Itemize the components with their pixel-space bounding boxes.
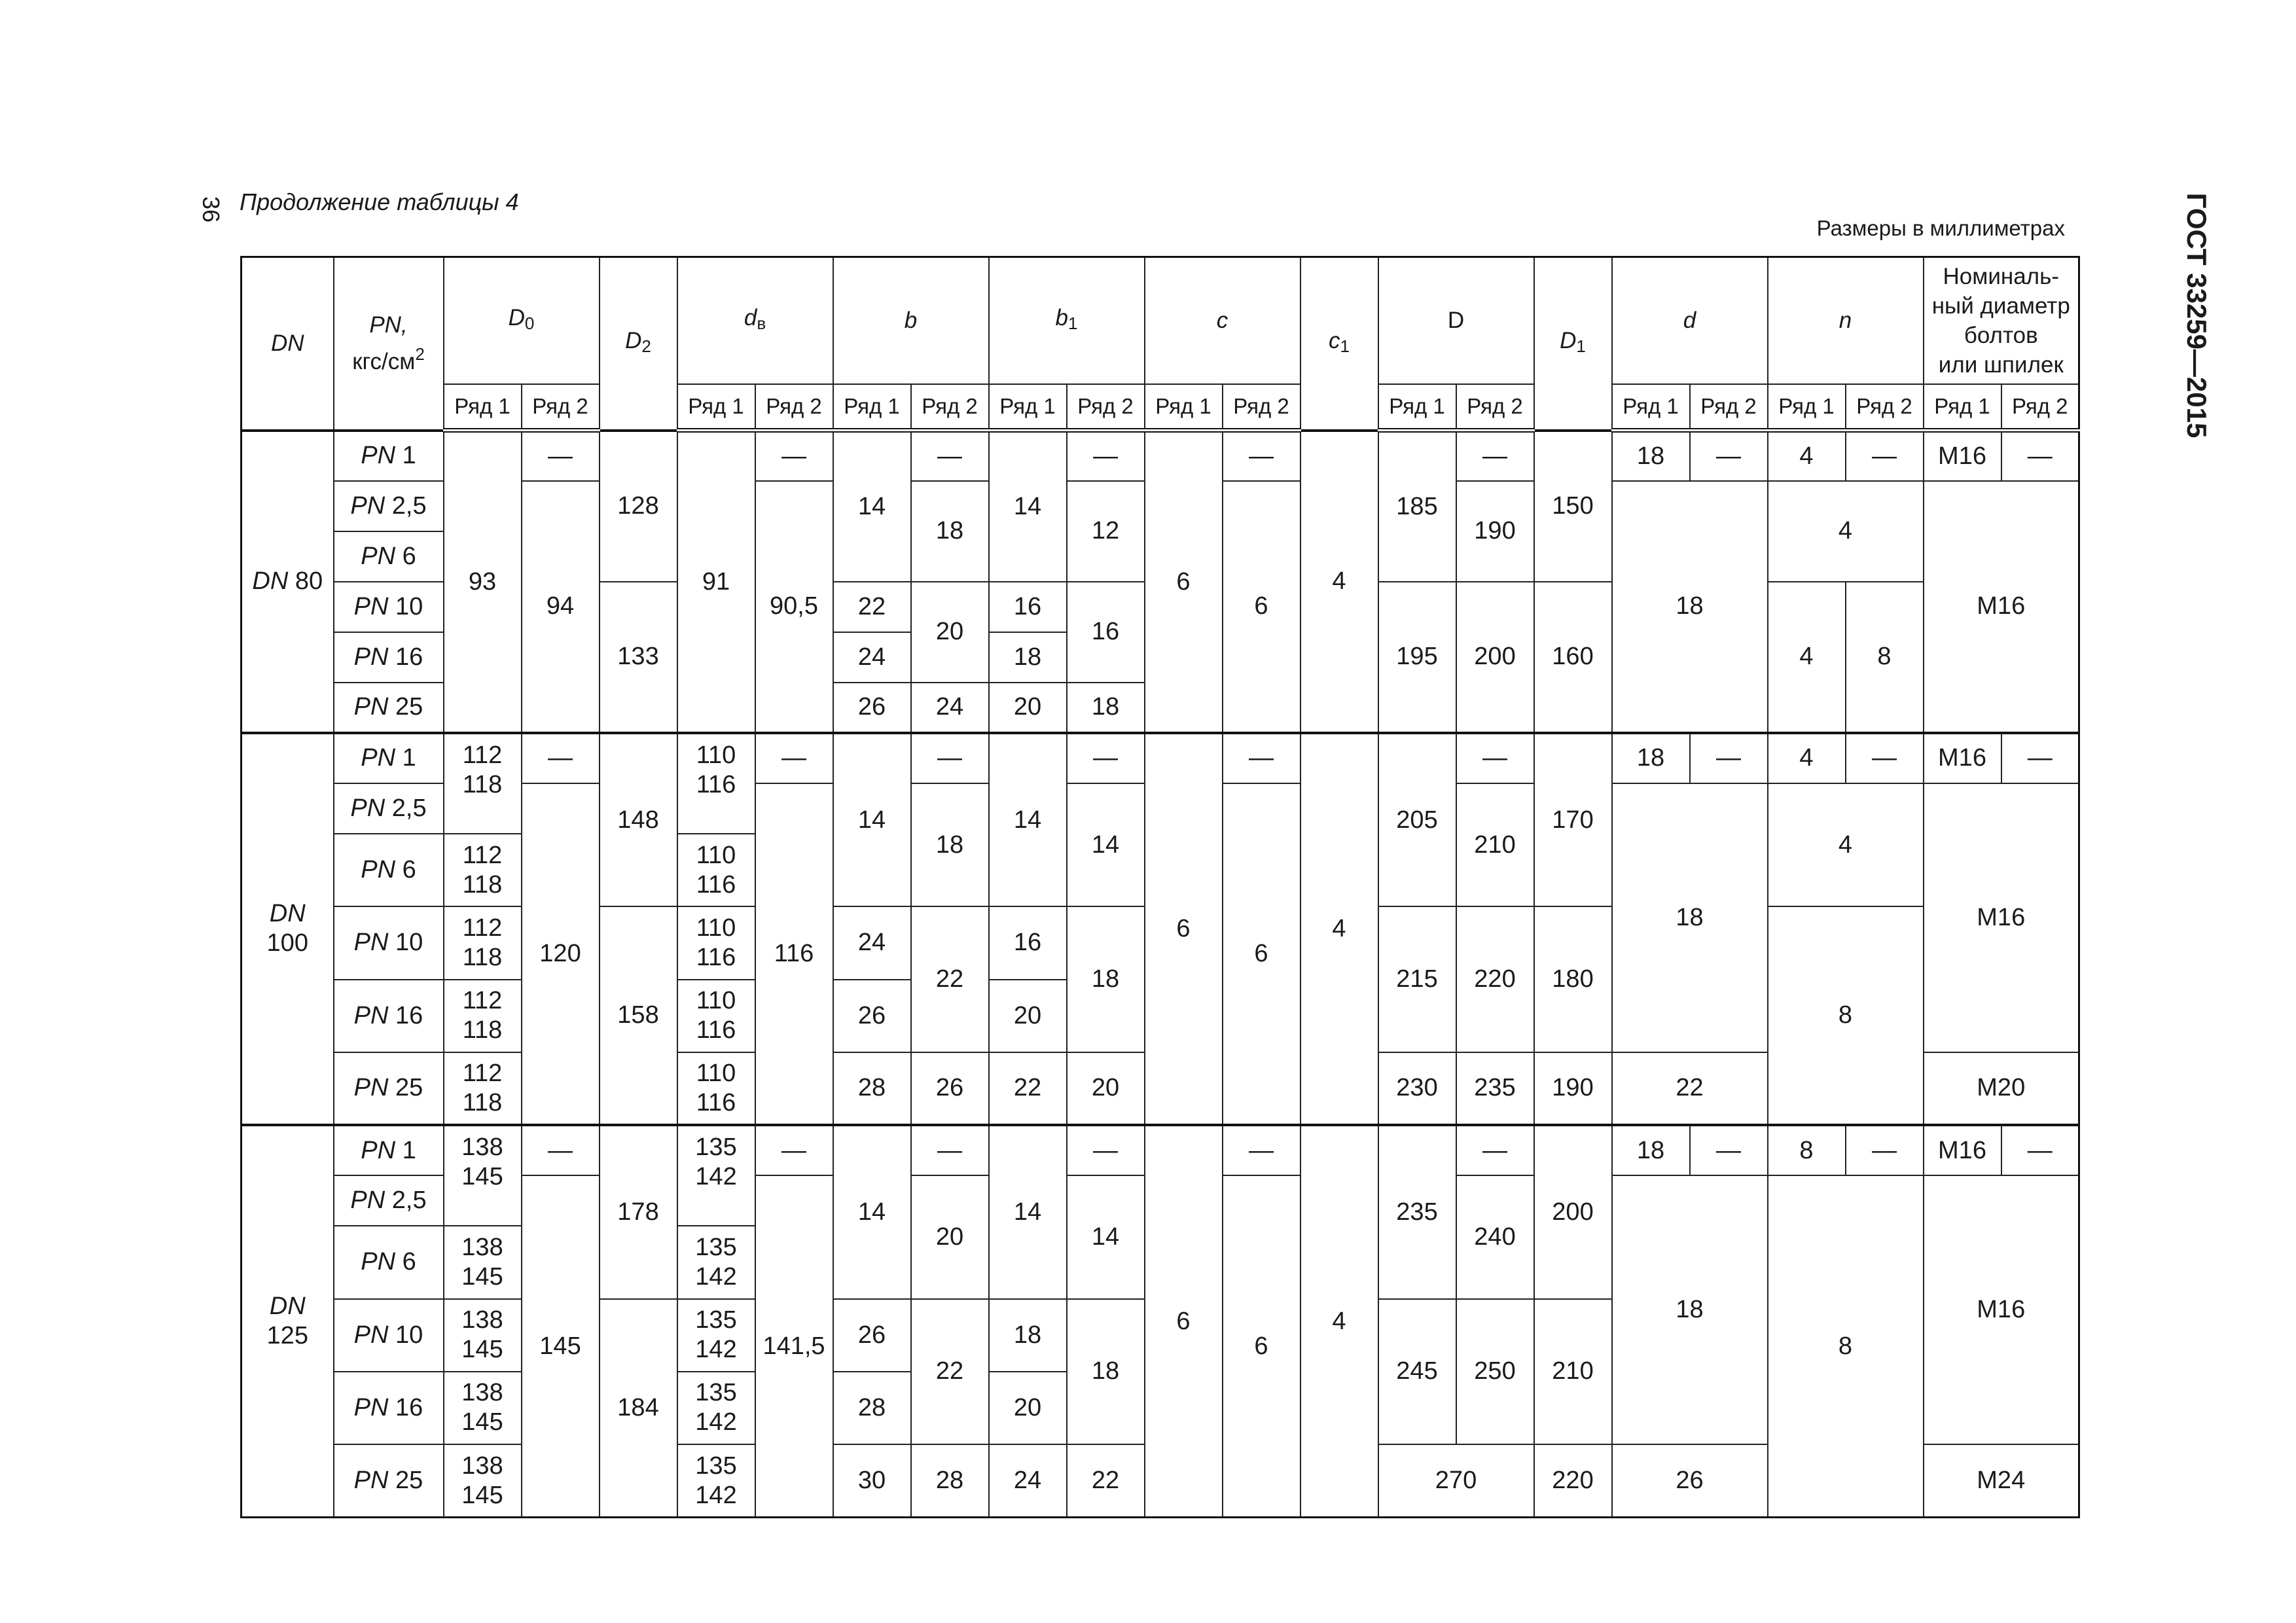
bolt-row2-cell: — bbox=[2001, 1125, 2079, 1175]
pn-cell: PN 16 bbox=[334, 632, 444, 683]
b1-row1-cell: 14 bbox=[989, 733, 1067, 906]
b-row2-cell: 28 bbox=[911, 1444, 989, 1517]
group-dn80 bbox=[242, 431, 2079, 733]
d0-row1-cell: 138 145 bbox=[444, 1372, 522, 1444]
b-row1-cell: 24 bbox=[833, 632, 911, 683]
header-row2: Ряд 2 bbox=[755, 384, 833, 431]
dn-cell: DN 125 bbox=[242, 1125, 334, 1517]
pn-cell: PN 10 bbox=[334, 582, 444, 632]
pn-cell: PN 6 bbox=[334, 1226, 444, 1298]
D-row2-cell: — bbox=[1456, 431, 1534, 481]
bolt-row2-cell: — bbox=[2001, 431, 2079, 481]
header-b: b bbox=[833, 257, 989, 384]
b1-row2-cell: 14 bbox=[1067, 783, 1145, 906]
d2-cell: 128 bbox=[600, 431, 677, 582]
d-cell: 26 bbox=[1612, 1444, 1768, 1517]
c-row2-cell: — bbox=[1223, 431, 1300, 481]
b-row2-cell: 22 bbox=[911, 1299, 989, 1445]
header-row1: Ряд 1 bbox=[989, 384, 1067, 431]
b-row2-cell: — bbox=[911, 1125, 989, 1175]
header-d0: $D_0$ bbox=[444, 257, 600, 384]
b1-row1-cell: 18 bbox=[989, 632, 1067, 683]
bolt-cell: M20 bbox=[1924, 1052, 2079, 1125]
header-row2: Ряд 2 bbox=[911, 384, 989, 431]
D-row2-cell: 210 bbox=[1456, 783, 1534, 906]
d0-row2-cell: 145 bbox=[522, 1175, 600, 1517]
units-note: Размеры в миллиметрах bbox=[1816, 216, 2065, 240]
b-row1-cell: 28 bbox=[833, 1052, 911, 1125]
group-dn125 bbox=[242, 1125, 2079, 1517]
d-cell: 18 bbox=[1612, 1175, 1768, 1444]
b1-row1-cell: 14 bbox=[989, 431, 1067, 582]
n-row1-cell: 8 bbox=[1768, 1125, 1846, 1175]
D-row1-cell: 215 bbox=[1378, 906, 1456, 1052]
b1-row2-cell: 16 bbox=[1067, 582, 1145, 683]
bolt-row2-cell: — bbox=[2001, 733, 2079, 783]
D-row2-cell: 220 bbox=[1456, 906, 1534, 1052]
b1-row1-cell: 20 bbox=[989, 980, 1067, 1052]
b-row1-cell: 30 bbox=[833, 1444, 911, 1517]
n-row2-cell: — bbox=[1846, 1125, 1924, 1175]
b-row2-cell: 26 bbox=[911, 1052, 989, 1125]
b-row1-cell: 26 bbox=[833, 980, 911, 1052]
dv-row1-cell: 110 116 bbox=[677, 733, 755, 834]
dv-row2-cell: — bbox=[755, 431, 833, 481]
b1-row1-cell: 20 bbox=[989, 683, 1067, 733]
table-continuation-caption: Продолжение таблицы 4 bbox=[240, 188, 519, 215]
D-row2-cell: — bbox=[1456, 733, 1534, 783]
header-D: D bbox=[1378, 257, 1534, 384]
d2-cell: 133 bbox=[600, 582, 677, 733]
pn-cell: PN 2,5 bbox=[334, 481, 444, 531]
bolt-cell: M16 bbox=[1924, 783, 2079, 1052]
c-row2-cell: — bbox=[1223, 1125, 1300, 1175]
D1-cell: 210 bbox=[1534, 1299, 1612, 1445]
c-row2-cell: 6 bbox=[1223, 481, 1300, 733]
header-d2: $D_2$ bbox=[600, 257, 677, 431]
header-bolt-diameter: Номиналь- ный диаметр болтов или шпилек bbox=[1924, 257, 2079, 384]
bolt-row1-cell: M16 bbox=[1924, 1125, 2001, 1175]
c1-cell: 4 bbox=[1300, 733, 1378, 1125]
pn-cell: PN 16 bbox=[334, 1372, 444, 1444]
n-row2-cell: — bbox=[1846, 431, 1924, 481]
D-row2-cell: 200 bbox=[1456, 582, 1534, 733]
b1-row2-cell: 18 bbox=[1067, 683, 1145, 733]
b-row2-cell: 18 bbox=[911, 783, 989, 906]
b-row2-cell: 24 bbox=[911, 683, 989, 733]
d0-row1-cell: 138 145 bbox=[444, 1125, 522, 1226]
b1-row2-cell: 20 bbox=[1067, 1052, 1145, 1125]
header-row1: Ряд 1 bbox=[1145, 384, 1223, 431]
b1-row1-cell: 22 bbox=[989, 1052, 1067, 1125]
header-row1: Ряд 1 bbox=[1378, 384, 1456, 431]
D1-cell: 160 bbox=[1534, 582, 1612, 733]
d0-row2-cell: — bbox=[522, 1125, 600, 1175]
c-row1-cell: 6 bbox=[1145, 733, 1223, 1125]
d-row1-cell: 18 bbox=[1612, 733, 1690, 783]
b-row2-cell: — bbox=[911, 733, 989, 783]
b-row2-cell: — bbox=[911, 431, 989, 481]
D-row1-cell: 230 bbox=[1378, 1052, 1456, 1125]
bolt-row1-cell: M16 bbox=[1924, 733, 2001, 783]
dv-row1-cell: 110 116 bbox=[677, 1052, 755, 1125]
pn-cell: PN 2,5 bbox=[334, 1175, 444, 1226]
dv-row1-cell: 110 116 bbox=[677, 906, 755, 979]
b-row2-cell: 20 bbox=[911, 1175, 989, 1298]
dv-row1-cell: 135 142 bbox=[677, 1299, 755, 1372]
b1-row1-cell: 16 bbox=[989, 906, 1067, 979]
header-row1: Ряд 1 bbox=[1612, 384, 1690, 431]
d0-row1-cell: 112 118 bbox=[444, 1052, 522, 1125]
c1-cell: 4 bbox=[1300, 431, 1378, 733]
b-row2-cell: 22 bbox=[911, 906, 989, 1052]
dn-cell: DN 80 bbox=[242, 431, 334, 733]
D1-cell: 220 bbox=[1534, 1444, 1612, 1517]
header-c1: $c_1$ bbox=[1300, 257, 1378, 431]
pn-cell: PN 1 bbox=[334, 1125, 444, 1175]
b-row1-cell: 24 bbox=[833, 906, 911, 979]
header-row1: Ряд 1 bbox=[1768, 384, 1846, 431]
d0-row2-cell: — bbox=[522, 431, 600, 481]
b1-row2-cell: 18 bbox=[1067, 1299, 1145, 1445]
D-row2-cell: 250 bbox=[1456, 1299, 1534, 1445]
D1-cell: 190 bbox=[1534, 1052, 1612, 1125]
D-row2-cell: 235 bbox=[1456, 1052, 1534, 1125]
dv-row1-cell: 135 142 bbox=[677, 1125, 755, 1226]
d0-row2-cell: 120 bbox=[522, 783, 600, 1125]
D1-cell: 150 bbox=[1534, 431, 1612, 582]
dv-row1-cell: 110 116 bbox=[677, 980, 755, 1052]
b1-row2-cell: 12 bbox=[1067, 481, 1145, 582]
b-row1-cell: 14 bbox=[833, 733, 911, 906]
pn-cell: PN 2,5 bbox=[334, 783, 444, 834]
d-row2-cell: — bbox=[1690, 431, 1768, 481]
header-b1: $b_1$ bbox=[989, 257, 1145, 384]
dv-row2-cell: — bbox=[755, 733, 833, 783]
page-number: 36 bbox=[198, 196, 224, 223]
c-row2-cell: 6 bbox=[1223, 1175, 1300, 1517]
d-row2-cell: — bbox=[1690, 1125, 1768, 1175]
header-d: d bbox=[1612, 257, 1768, 384]
n-row1-cell: 4 bbox=[1768, 733, 1846, 783]
d-cell: 18 bbox=[1612, 783, 1768, 1052]
d0-row1-cell: 138 145 bbox=[444, 1299, 522, 1372]
header-row2: Ряд 2 bbox=[1690, 384, 1768, 431]
bolt-cell: M16 bbox=[1924, 481, 2079, 733]
c1-cell: 4 bbox=[1300, 1125, 1378, 1517]
dv-row2-cell: 116 bbox=[755, 783, 833, 1125]
pn-cell: PN 1 bbox=[334, 431, 444, 481]
n-row2-cell: — bbox=[1846, 733, 1924, 783]
b-row2-cell: 18 bbox=[911, 481, 989, 582]
d0-row1-cell: 112 118 bbox=[444, 906, 522, 979]
dn-cell: DN 100 bbox=[242, 733, 334, 1125]
d0-row2-cell: — bbox=[522, 733, 600, 783]
n-cell: 4 bbox=[1768, 783, 1924, 906]
b-row1-cell: 22 bbox=[833, 582, 911, 632]
header-row2: Ряд 2 bbox=[1846, 384, 1924, 431]
dv-row1-cell: 135 142 bbox=[677, 1226, 755, 1298]
b-row1-cell: 14 bbox=[833, 1125, 911, 1298]
b1-row2-cell: — bbox=[1067, 431, 1145, 481]
n-cell: 4 bbox=[1768, 481, 1924, 582]
pn-cell: PN 1 bbox=[334, 733, 444, 783]
header-row2: Ряд 2 bbox=[522, 384, 600, 431]
pn-cell: PN 6 bbox=[334, 531, 444, 582]
b1-row1-cell: 20 bbox=[989, 1372, 1067, 1444]
D-row1-cell: 185 bbox=[1378, 431, 1456, 582]
dv-row1-cell: 110 116 bbox=[677, 834, 755, 906]
D1-cell: 180 bbox=[1534, 906, 1612, 1052]
header-row1: Ряд 1 bbox=[1924, 384, 2001, 431]
b1-row2-cell: 18 bbox=[1067, 906, 1145, 1052]
dv-row2-cell: 90,5 bbox=[755, 481, 833, 733]
header-n: n bbox=[1768, 257, 1924, 384]
pn-cell: PN 16 bbox=[334, 980, 444, 1052]
b1-row2-cell: 22 bbox=[1067, 1444, 1145, 1517]
D-cell: 270 bbox=[1378, 1444, 1534, 1517]
n-cell: 8 bbox=[1768, 1175, 1924, 1517]
D-row1-cell: 205 bbox=[1378, 733, 1456, 906]
D-row1-cell: 245 bbox=[1378, 1299, 1456, 1445]
b-row1-cell: 26 bbox=[833, 1299, 911, 1372]
header-row2: Ряд 2 bbox=[1067, 384, 1145, 431]
dv-row1-cell: 91 bbox=[677, 431, 755, 733]
n-row1-cell: 4 bbox=[1768, 582, 1846, 733]
b-row1-cell: 28 bbox=[833, 1372, 911, 1444]
d0-row1-cell: 112 118 bbox=[444, 733, 522, 834]
dv-row2-cell: 141,5 bbox=[755, 1175, 833, 1517]
d0-row1-cell: 138 145 bbox=[444, 1444, 522, 1517]
c-row2-cell: — bbox=[1223, 733, 1300, 783]
b-row1-cell: 26 bbox=[833, 683, 911, 733]
header-D1: $D_1$ bbox=[1534, 257, 1612, 431]
header-row2: Ряд 2 bbox=[1456, 384, 1534, 431]
header-row1: Ряд 1 bbox=[444, 384, 522, 431]
pn-cell: PN 25 bbox=[334, 1052, 444, 1125]
b1-row1-cell: 14 bbox=[989, 1125, 1067, 1298]
d-row2-cell: — bbox=[1690, 733, 1768, 783]
flange-dimensions-table bbox=[240, 256, 2080, 1518]
b1-row2-cell: 14 bbox=[1067, 1175, 1145, 1298]
group-dn100 bbox=[242, 733, 2079, 1125]
D-row2-cell: 240 bbox=[1456, 1175, 1534, 1298]
d2-cell: 178 bbox=[600, 1125, 677, 1298]
bolt-cell: M24 bbox=[1924, 1444, 2079, 1517]
b1-row1-cell: 24 bbox=[989, 1444, 1067, 1517]
D1-cell: 170 bbox=[1534, 733, 1612, 906]
d0-row1-cell: 93 bbox=[444, 431, 522, 733]
header-row2: Ряд 2 bbox=[1223, 384, 1300, 431]
header-row2: Ряд 2 bbox=[2001, 384, 2079, 431]
d2-cell: 184 bbox=[600, 1299, 677, 1518]
pn-cell: PN 25 bbox=[334, 1444, 444, 1517]
b1-row1-cell: 16 bbox=[989, 582, 1067, 632]
D-row2-cell: — bbox=[1456, 1125, 1534, 1175]
header-row1: Ряд 1 bbox=[677, 384, 755, 431]
n-row2-cell: 8 bbox=[1846, 582, 1924, 733]
D1-cell: 200 bbox=[1534, 1125, 1612, 1298]
D-row1-cell: 235 bbox=[1378, 1125, 1456, 1298]
c-row2-cell: 6 bbox=[1223, 783, 1300, 1125]
d-row1-cell: 18 bbox=[1612, 1125, 1690, 1175]
c-row1-cell: 6 bbox=[1145, 1125, 1223, 1517]
b1-row2-cell: — bbox=[1067, 733, 1145, 783]
n-cell: 8 bbox=[1768, 906, 1924, 1125]
pn-cell: PN 25 bbox=[334, 683, 444, 733]
n-row1-cell: 4 bbox=[1768, 431, 1846, 481]
header-dv: $d_в$ bbox=[677, 257, 833, 384]
standard-designation: ГОСТ 33259—2015 bbox=[2181, 192, 2212, 438]
header-dn: DN bbox=[242, 257, 334, 431]
pn-cell: PN 10 bbox=[334, 906, 444, 979]
D-row1-cell: 195 bbox=[1378, 582, 1456, 733]
pn-cell: PN 10 bbox=[334, 1299, 444, 1372]
bolt-row1-cell: M16 bbox=[1924, 431, 2001, 481]
header-c: c bbox=[1145, 257, 1300, 384]
d0-row1-cell: 112 118 bbox=[444, 980, 522, 1052]
c-row1-cell: 6 bbox=[1145, 431, 1223, 733]
D-row2-cell: 190 bbox=[1456, 481, 1534, 582]
d-cell: 18 bbox=[1612, 481, 1768, 733]
pn-cell: PN 6 bbox=[334, 834, 444, 906]
b-row2-cell: 20 bbox=[911, 582, 989, 683]
b-row1-cell: 14 bbox=[833, 431, 911, 582]
dv-row1-cell: 135 142 bbox=[677, 1444, 755, 1517]
d0-row2-cell: 94 bbox=[522, 481, 600, 733]
d-row1-cell: 18 bbox=[1612, 431, 1690, 481]
d0-row1-cell: 112 118 bbox=[444, 834, 522, 906]
d2-cell: 148 bbox=[600, 733, 677, 906]
header-pn: PN, кгс/$см^2$ bbox=[334, 257, 444, 431]
d0-row1-cell: 138 145 bbox=[444, 1226, 522, 1298]
dv-row1-cell: 135 142 bbox=[677, 1372, 755, 1444]
b1-row1-cell: 18 bbox=[989, 1299, 1067, 1372]
header-row1: Ряд 1 bbox=[833, 384, 911, 431]
bolt-cell: M16 bbox=[1924, 1175, 2079, 1444]
b1-row2-cell: — bbox=[1067, 1125, 1145, 1175]
d2-cell: 158 bbox=[600, 906, 677, 1125]
d-cell: 22 bbox=[1612, 1052, 1768, 1125]
dv-row2-cell: — bbox=[755, 1125, 833, 1175]
